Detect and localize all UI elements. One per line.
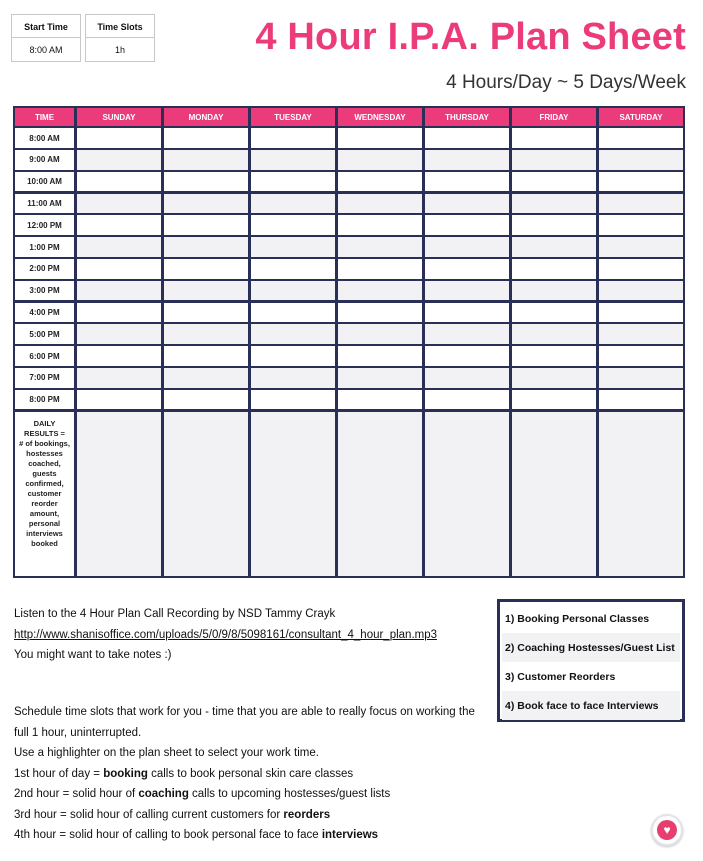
schedule-cell[interactable] [512, 346, 596, 366]
start-time-value[interactable]: 8:00 AM [29, 45, 63, 55]
schedule-cell[interactable] [164, 281, 248, 301]
daily-results-label [15, 412, 74, 576]
schedule-cell[interactable] [77, 324, 161, 344]
hour-1-pre: 1st hour of day = [14, 767, 104, 780]
schedule-cell[interactable] [599, 172, 683, 192]
schedule-cell[interactable] [77, 259, 161, 279]
heart-icon: ♥ [657, 820, 677, 840]
time-label: 10:00 AM [15, 172, 74, 192]
schedule-cell[interactable] [599, 390, 683, 410]
schedule-cell[interactable] [164, 368, 248, 388]
start-time-label: Start Time [12, 15, 80, 38]
schedule-cell[interactable] [164, 259, 248, 279]
schedule-cell[interactable] [338, 237, 422, 257]
hour-2-pre: 2nd hour = solid hour of [14, 788, 139, 800]
schedule-cell[interactable] [164, 237, 248, 257]
schedule-cell[interactable] [425, 259, 509, 279]
schedule-cell[interactable] [251, 259, 335, 279]
schedule-cell[interactable] [338, 128, 422, 148]
schedule-cell[interactable] [425, 150, 509, 170]
day-header-sunday: SUNDAY [77, 108, 161, 126]
day-header-thursday: THURSDAY [425, 108, 509, 126]
schedule-cell[interactable] [164, 172, 248, 192]
schedule-cell[interactable] [512, 324, 596, 344]
schedule-instructions [14, 702, 484, 846]
schedule-cell[interactable] [599, 281, 683, 301]
schedule-cell[interactable] [77, 128, 161, 148]
schedule-cell[interactable] [164, 390, 248, 410]
time-label: 12:00 PM [15, 215, 74, 235]
schedule-cell[interactable] [251, 172, 335, 192]
schedule-cell[interactable] [599, 368, 683, 388]
schedule-cell[interactable] [512, 172, 596, 192]
schedule-cell[interactable] [164, 194, 248, 214]
schedule-cell[interactable] [251, 390, 335, 410]
schedule-cell[interactable] [338, 150, 422, 170]
step-booking: 1) Booking Personal Classes [505, 612, 650, 625]
schedule-cell[interactable] [425, 172, 509, 192]
schedule-cell[interactable] [425, 368, 509, 388]
time-label: 7:00 PM [15, 368, 74, 388]
daily-results-title: DAILY RESULTS = [24, 418, 65, 438]
time-label: 5:00 PM [15, 324, 74, 344]
time-label: 6:00 PM [15, 346, 74, 366]
step-coaching: 2) Coaching Hostesses/Guest List [502, 633, 680, 662]
daily-results-description: # of bookings, hostesses coached, guests confirmed, customer reorder amount, personal interviews booked [19, 438, 70, 548]
schedule-cell[interactable] [77, 368, 161, 388]
time-column-header: TIME [15, 108, 74, 126]
hour-2-post: calls to upcoming hostesses/guest lists [188, 788, 391, 800]
schedule-cell[interactable] [77, 281, 161, 301]
hour-3-bold: reorders [283, 808, 331, 821]
schedule-cell[interactable] [338, 259, 422, 279]
schedule-cell[interactable] [251, 150, 335, 170]
day-header-wednesday: WEDNESDAY [338, 108, 422, 126]
hour-4-text [14, 825, 484, 846]
daily-result-cell[interactable] [512, 412, 596, 576]
highlighter-text: Use a highlighter on the plan sheet to select your work time. [14, 747, 319, 759]
time-label: 8:00 PM [15, 390, 74, 410]
schedule-cell[interactable] [164, 346, 248, 366]
schedule-text: Schedule time slots that work for you - time that you are able to really focus on working the full 1 hour, uninterrupted. [14, 706, 475, 739]
time-label: 4:00 PM [15, 303, 74, 323]
daily-result-cell[interactable] [251, 412, 335, 576]
schedule-cell[interactable] [77, 194, 161, 214]
day-header-monday: MONDAY [164, 108, 248, 126]
schedule-cell[interactable] [338, 303, 422, 323]
time-slots-value[interactable]: 1h [114, 45, 125, 55]
step-interviews: 4) Book face to face Interviews [502, 691, 680, 720]
schedule-cell[interactable] [425, 215, 509, 235]
hour-4-pre: 4th hour = solid hour of calling to book personal face to face [14, 829, 322, 841]
schedule-cell[interactable] [425, 346, 509, 366]
schedule-cell[interactable] [164, 150, 248, 170]
time-label: 8:00 AM [15, 128, 74, 148]
schedule-cell[interactable] [338, 172, 422, 192]
schedule-cell[interactable] [338, 390, 422, 410]
schedule-cell[interactable] [251, 346, 335, 366]
schedule-cell[interactable] [512, 281, 596, 301]
time-label: 11:00 AM [15, 194, 74, 214]
schedule-cell[interactable] [512, 303, 596, 323]
day-header-saturday: SATURDAY [599, 108, 683, 126]
schedule-cell[interactable] [77, 215, 161, 235]
schedule-cell[interactable] [338, 346, 422, 366]
notes-line-take-notes: You might want to take notes :) [14, 649, 172, 661]
header-settings-table [11, 14, 159, 62]
schedule-cell[interactable] [425, 390, 509, 410]
schedule-cell[interactable] [164, 128, 248, 148]
start-time-column [11, 14, 81, 62]
planner-grid [15, 108, 683, 576]
hour-3-pre: 3rd hour = solid hour of calling current customers for [14, 808, 284, 821]
day-header-tuesday: TUESDAY [251, 108, 335, 126]
schedule-cell[interactable] [251, 215, 335, 235]
schedule-cell[interactable] [425, 303, 509, 323]
schedule-cell[interactable] [338, 194, 422, 214]
time-slots-label: Time Slots [86, 15, 154, 38]
schedule-cell[interactable] [164, 215, 248, 235]
schedule-cell[interactable] [599, 215, 683, 235]
schedule-cell[interactable] [599, 128, 683, 148]
hour-1-post: calls to book personal skin care classes [147, 767, 354, 780]
schedule-cell[interactable] [77, 150, 161, 170]
schedule-cell[interactable] [251, 128, 335, 148]
schedule-cell[interactable] [251, 324, 335, 344]
time-label: 1:00 PM [15, 237, 74, 257]
schedule-cell[interactable] [251, 281, 335, 301]
heart-badge[interactable] [651, 814, 683, 846]
page-subtitle: 4 Hours/Day ~ 5 Days/Week [446, 72, 686, 93]
schedule-cell[interactable] [599, 346, 683, 366]
time-label: 9:00 AM [15, 150, 74, 170]
schedule-cell[interactable] [338, 368, 422, 388]
hour-4-bold: interviews [321, 829, 379, 841]
time-slots-column [85, 14, 155, 62]
schedule-cell[interactable] [164, 324, 248, 344]
steps-box [497, 599, 685, 722]
schedule-cell[interactable] [338, 215, 422, 235]
hour-3-text [14, 805, 484, 826]
schedule-cell[interactable] [512, 368, 596, 388]
schedule-cell[interactable] [425, 324, 509, 344]
schedule-cell[interactable] [599, 259, 683, 279]
planner-table [13, 106, 685, 578]
daily-result-cell[interactable] [77, 412, 161, 576]
schedule-cell[interactable] [512, 150, 596, 170]
day-header-friday: FRIDAY [512, 108, 596, 126]
schedule-cell[interactable] [77, 303, 161, 323]
schedule-cell[interactable] [77, 172, 161, 192]
schedule-cell[interactable] [425, 194, 509, 214]
notes-line-recording: Listen to the 4 Hour Plan Call Recording by NSD Tammy Crayk [14, 608, 336, 620]
hour-2-bold: coaching [138, 788, 189, 800]
time-label: 2:00 PM [15, 259, 74, 279]
step-reorders: 3) Customer Reorders [505, 670, 616, 683]
schedule-cell[interactable] [512, 215, 596, 235]
schedule-cell[interactable] [251, 194, 335, 214]
schedule-cell[interactable] [425, 281, 509, 301]
daily-result-cell[interactable] [599, 412, 683, 576]
schedule-cell[interactable] [425, 128, 509, 148]
schedule-cell[interactable] [251, 237, 335, 257]
schedule-cell[interactable] [77, 346, 161, 366]
schedule-cell[interactable] [338, 281, 422, 301]
time-label: 3:00 PM [15, 281, 74, 301]
schedule-cell[interactable] [512, 259, 596, 279]
hour-1-text [14, 764, 484, 785]
page-title: 4 Hour I.P.A. Plan Sheet [255, 16, 686, 58]
schedule-cell[interactable] [512, 194, 596, 214]
schedule-cell[interactable] [251, 303, 335, 323]
schedule-cell[interactable] [77, 237, 161, 257]
daily-result-cell[interactable] [425, 412, 509, 576]
schedule-cell[interactable] [599, 324, 683, 344]
schedule-cell[interactable] [512, 390, 596, 410]
schedule-cell[interactable] [77, 390, 161, 410]
schedule-cell[interactable] [599, 237, 683, 257]
schedule-cell[interactable] [599, 303, 683, 323]
hour-1-bold: booking [103, 767, 148, 780]
schedule-cell[interactable] [164, 303, 248, 323]
schedule-cell[interactable] [338, 324, 422, 344]
schedule-cell[interactable] [599, 194, 683, 214]
hour-2-text [14, 784, 484, 805]
schedule-cell[interactable] [512, 128, 596, 148]
schedule-cell[interactable] [425, 237, 509, 257]
daily-result-cell[interactable] [164, 412, 248, 576]
schedule-cell[interactable] [251, 368, 335, 388]
schedule-cell[interactable] [512, 237, 596, 257]
daily-result-cell[interactable] [338, 412, 422, 576]
schedule-cell[interactable] [599, 150, 683, 170]
recording-link[interactable]: http://www.shanisoffice.com/uploads/5/0/9/8/5098161/consultant_4_hour_plan.mp3 [14, 628, 438, 641]
recording-notes [14, 604, 484, 666]
